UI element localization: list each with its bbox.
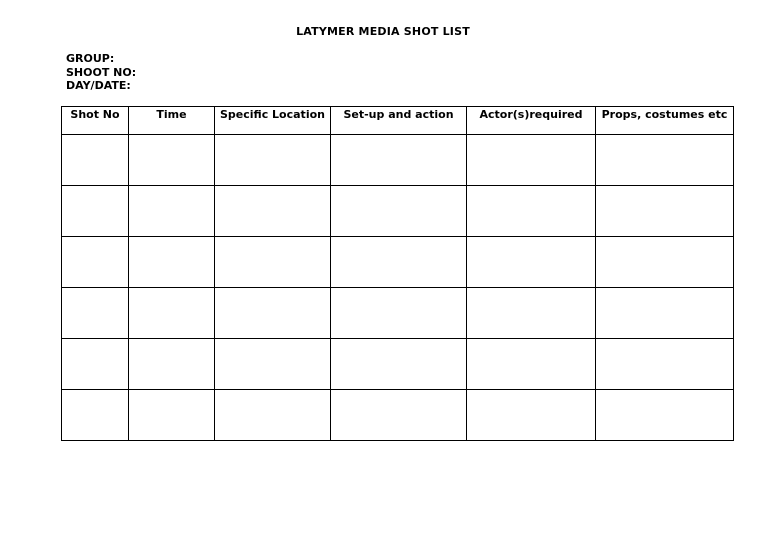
table-row [62,186,734,237]
table-cell[interactable] [331,135,467,186]
table-cell[interactable] [215,390,331,441]
table-cell[interactable] [215,339,331,390]
column-header-specific-location: Specific Location [215,107,331,135]
table-header-row [62,107,734,135]
table-row [62,339,734,390]
table-cell[interactable] [467,390,596,441]
table-cell[interactable] [62,288,129,339]
column-header-shot-no: Shot No [62,107,129,135]
page-title: LATYMER MEDIA SHOT LIST [296,25,470,38]
table-row [62,135,734,186]
header-fields [66,52,136,93]
table-cell[interactable] [331,288,467,339]
table-cell[interactable] [62,339,129,390]
table-cell[interactable] [467,135,596,186]
table-cell[interactable] [467,288,596,339]
table-cell[interactable] [596,288,734,339]
table-cell[interactable] [596,390,734,441]
table-body [62,135,734,441]
day-date-field-label: DAY/DATE: [66,79,131,92]
table-cell[interactable] [129,390,215,441]
table-cell[interactable] [467,237,596,288]
table-cell[interactable] [331,390,467,441]
table-cell[interactable] [129,288,215,339]
column-header-props-costumes: Props, costumes etc [596,107,734,135]
column-header-actors-required: Actor(s)required [467,107,596,135]
table-cell[interactable] [129,186,215,237]
table-cell[interactable] [62,135,129,186]
table-cell[interactable] [331,339,467,390]
table-cell[interactable] [62,237,129,288]
column-header-setup-action: Set-up and action [331,107,467,135]
table-cell[interactable] [215,288,331,339]
shot-list-table [61,106,734,441]
group-field-label: GROUP: [66,52,115,65]
table-cell[interactable] [596,339,734,390]
column-header-time: Time [129,107,215,135]
table-cell[interactable] [467,339,596,390]
table-cell[interactable] [215,237,331,288]
table-cell[interactable] [129,339,215,390]
table-cell[interactable] [215,135,331,186]
table-row [62,237,734,288]
table-cell[interactable] [467,186,596,237]
table-cell[interactable] [215,186,331,237]
table-cell[interactable] [62,186,129,237]
table-cell[interactable] [129,135,215,186]
table-row [62,288,734,339]
table-cell[interactable] [331,237,467,288]
table-cell[interactable] [331,186,467,237]
table-row [62,390,734,441]
table-cell[interactable] [129,237,215,288]
table-cell[interactable] [596,237,734,288]
table-cell[interactable] [62,390,129,441]
table-cell[interactable] [596,186,734,237]
shoot-no-field-label: SHOOT NO: [66,65,137,79]
table-cell[interactable] [596,135,734,186]
